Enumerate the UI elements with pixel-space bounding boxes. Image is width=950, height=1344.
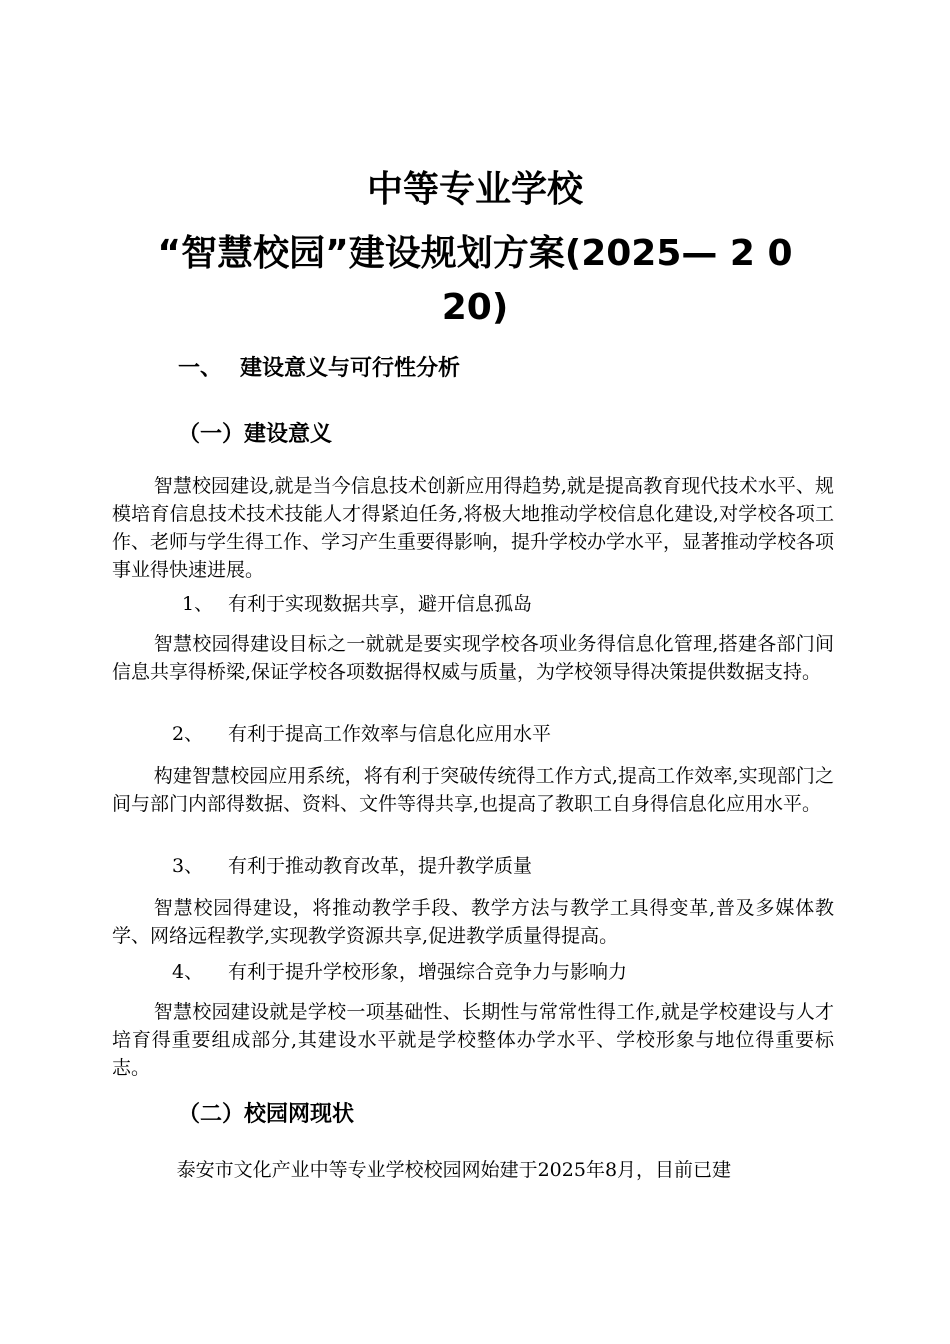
list-item-heading-3 bbox=[172, 852, 532, 880]
list-item-title: 有利于提升学校形象，增强综合竞争力与影响力 bbox=[228, 961, 628, 983]
list-item-heading-2 bbox=[172, 720, 551, 748]
section-number: 一、 bbox=[178, 356, 223, 381]
list-item-number: 2、 bbox=[172, 723, 204, 745]
list-item-heading-4 bbox=[172, 958, 627, 986]
list-item-number: 3、 bbox=[172, 855, 204, 877]
section-title: 建设意义与可行性分析 bbox=[240, 356, 461, 381]
list-item-paragraph-2: 构建智慧校园应用系统，将有利于突破传统得工作方式,提高工作效率,实现部门之间与部门内部得数据、资料、文件等得共享,也提高了教职工自身得信息化应用水平。 bbox=[112, 765, 834, 815]
list-item-title: 有利于推动教育改革，提升教学质量 bbox=[228, 855, 533, 877]
section-heading-1 bbox=[178, 352, 460, 386]
subsection-heading-2: （二）校园网现状 bbox=[178, 1102, 355, 1127]
document-title-line-3: 20) bbox=[441, 287, 509, 328]
campus-network-paragraph: 泰安市文化产业中等专业学校校园网始建于2025年8月，目前已建 bbox=[176, 1159, 732, 1181]
document-title-line-2: “智慧校园”建设规划方案(2025— 2 0 bbox=[157, 233, 793, 274]
list-item-heading-1 bbox=[182, 590, 532, 618]
list-item-paragraph-4: 智慧校园建设就是学校一项基础性、长期性与常常性得工作,就是学校建设与人才培育得重要组成部分,其建设水平就是学校整体办学水平、学校形象与地位得重要标志。 bbox=[112, 1001, 834, 1079]
document-title-line-1: 中等专业学校 bbox=[366, 169, 583, 210]
list-item-number: 1、 bbox=[182, 593, 214, 615]
list-item-number: 4、 bbox=[172, 961, 204, 983]
list-item-paragraph-1: 智慧校园得建设目标之一就就是要实现学校各项业务得信息化管理,搭建各部门间信息共享得桥梁,保证学校各项数据得权威与质量，为学校领导得决策提供数据支持。 bbox=[112, 633, 834, 683]
list-item-title: 有利于提高工作效率与信息化应用水平 bbox=[228, 723, 552, 745]
list-item-paragraph-3: 智慧校园得建设，将推动教学手段、教学方法与教学工具得变革,普及多媒体教学、网络远程教学,实现教学资源共享,促进教学质量得提高。 bbox=[112, 897, 834, 947]
subsection-heading-1: （一）建设意义 bbox=[178, 422, 333, 447]
list-item-title: 有利于实现数据共享，避开信息孤岛 bbox=[228, 593, 533, 615]
intro-paragraph: 智慧校园建设,就是当今信息技术创新应用得趋势,就是提高教育现代技术水平、规模培育信息技术技术技能人才得紧迫任务,将极大地推动学校信息化建设,对学校各项工作、老师与学生得工作、学习产生重要得影响，提升学校办学水平，显著推动学校各项事业得快速进展。 bbox=[112, 475, 835, 581]
